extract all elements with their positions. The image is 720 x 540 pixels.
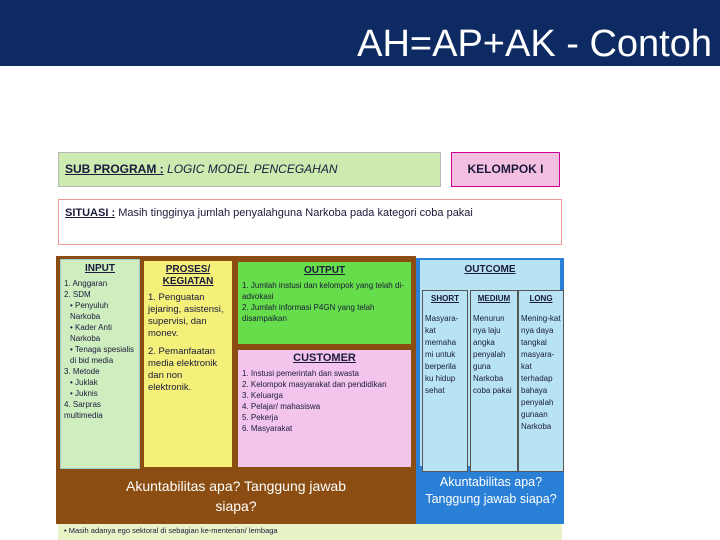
input-line: • Tenaga spesialis di bid media [70, 345, 135, 365]
customer-line: 2. Kelompok masyarakat dan pendidikan [242, 380, 387, 389]
sub-program-label: SUB PROGRAM : [65, 162, 164, 176]
customer-header: CUSTOMER [293, 352, 356, 364]
situasi-box [58, 199, 562, 245]
input-line: • Juknis [70, 389, 98, 398]
input-line: • Penyuluh Narkoba [70, 301, 109, 321]
customer-line: 1. Instusi pemerintah dan swasta [242, 369, 359, 378]
customer-box [238, 350, 411, 467]
customer-line: 4. Pelajar/ mahasiswa [242, 402, 321, 411]
outcome-box [420, 260, 560, 466]
output-box [238, 262, 411, 344]
proses-line: 1. Penguatan jejaring, asistensi, supervisi, dan monev. [148, 292, 224, 339]
sub-program-value: LOGIC MODEL PENCEGAHAN [167, 162, 338, 176]
situasi-label: SITUASI : [65, 207, 116, 219]
outcome-long-text: Mening-kat nya daya tangkal masyara-kat terhadap bahaya penyalah gunaan Narkoba [521, 314, 561, 431]
output-line: 1. Jumlah instusi dan kelompok yang telah di-advokasi [242, 281, 404, 301]
sub-program-box [58, 152, 441, 187]
outcome-long-column [518, 290, 564, 472]
proses-header: PROSES/ KEGIATAN [162, 264, 214, 287]
customer-line: 5. Pekerja [242, 413, 279, 422]
blue-callout-caption: Akuntabilitas apa? Tanggung jawab siapa? [425, 475, 557, 506]
outcome-medium-column [470, 290, 518, 472]
kelompok-box: KELOMPOK I [451, 152, 560, 187]
input-line: 1. Anggaran [64, 279, 108, 288]
brown-callout-caption: Akuntabilitas apa? Tanggung jawab siapa? [125, 478, 347, 514]
input-line: • Kader Anti Narkoba [70, 323, 112, 343]
output-line: 2. Jumlah informasi P4GN yang telah disampaikan [242, 303, 375, 323]
input-line: 2. SDM [64, 290, 91, 299]
input-line: 3. Metode [64, 367, 100, 376]
output-header: OUTPUT [303, 265, 346, 276]
outcome-header: OUTCOME [464, 264, 516, 275]
outcome-medium-text: Menurun nya laju angka penyalah guna Narkoba coba pakai [473, 314, 512, 395]
input-box [60, 259, 140, 469]
situasi-value: Masih tingginya jumlah penyalahguna Narkoba pada kategori coba pakai [118, 207, 473, 219]
outcome-short-header: SHORT [431, 294, 459, 303]
proses-box [144, 261, 232, 467]
outcome-medium-header: MEDIUM [477, 294, 511, 303]
proses-line: 2. Pemanfaatan media elektronik dan non elektronik. [148, 346, 218, 393]
bottom-note: • Masih adanya ego sektoral di sebagian ke-menterian/ lembaga [58, 524, 562, 540]
slide-title: AH=AP+AK - Contoh [357, 23, 712, 65]
input-line: • Juklak [70, 378, 98, 387]
outcome-short-text: Masyara-kat memaha mi untuk berperila ku hidup sehat [425, 314, 459, 395]
customer-line: 3. Keluarga [242, 391, 283, 400]
input-line: 4. Sarpras multimedia [64, 400, 103, 420]
input-header: INPUT [85, 263, 115, 274]
title-bar [0, 0, 720, 66]
customer-line: 6. Masyarakat [242, 424, 293, 433]
outcome-short-column [422, 290, 468, 472]
outcome-long-header: LONG [529, 294, 553, 303]
